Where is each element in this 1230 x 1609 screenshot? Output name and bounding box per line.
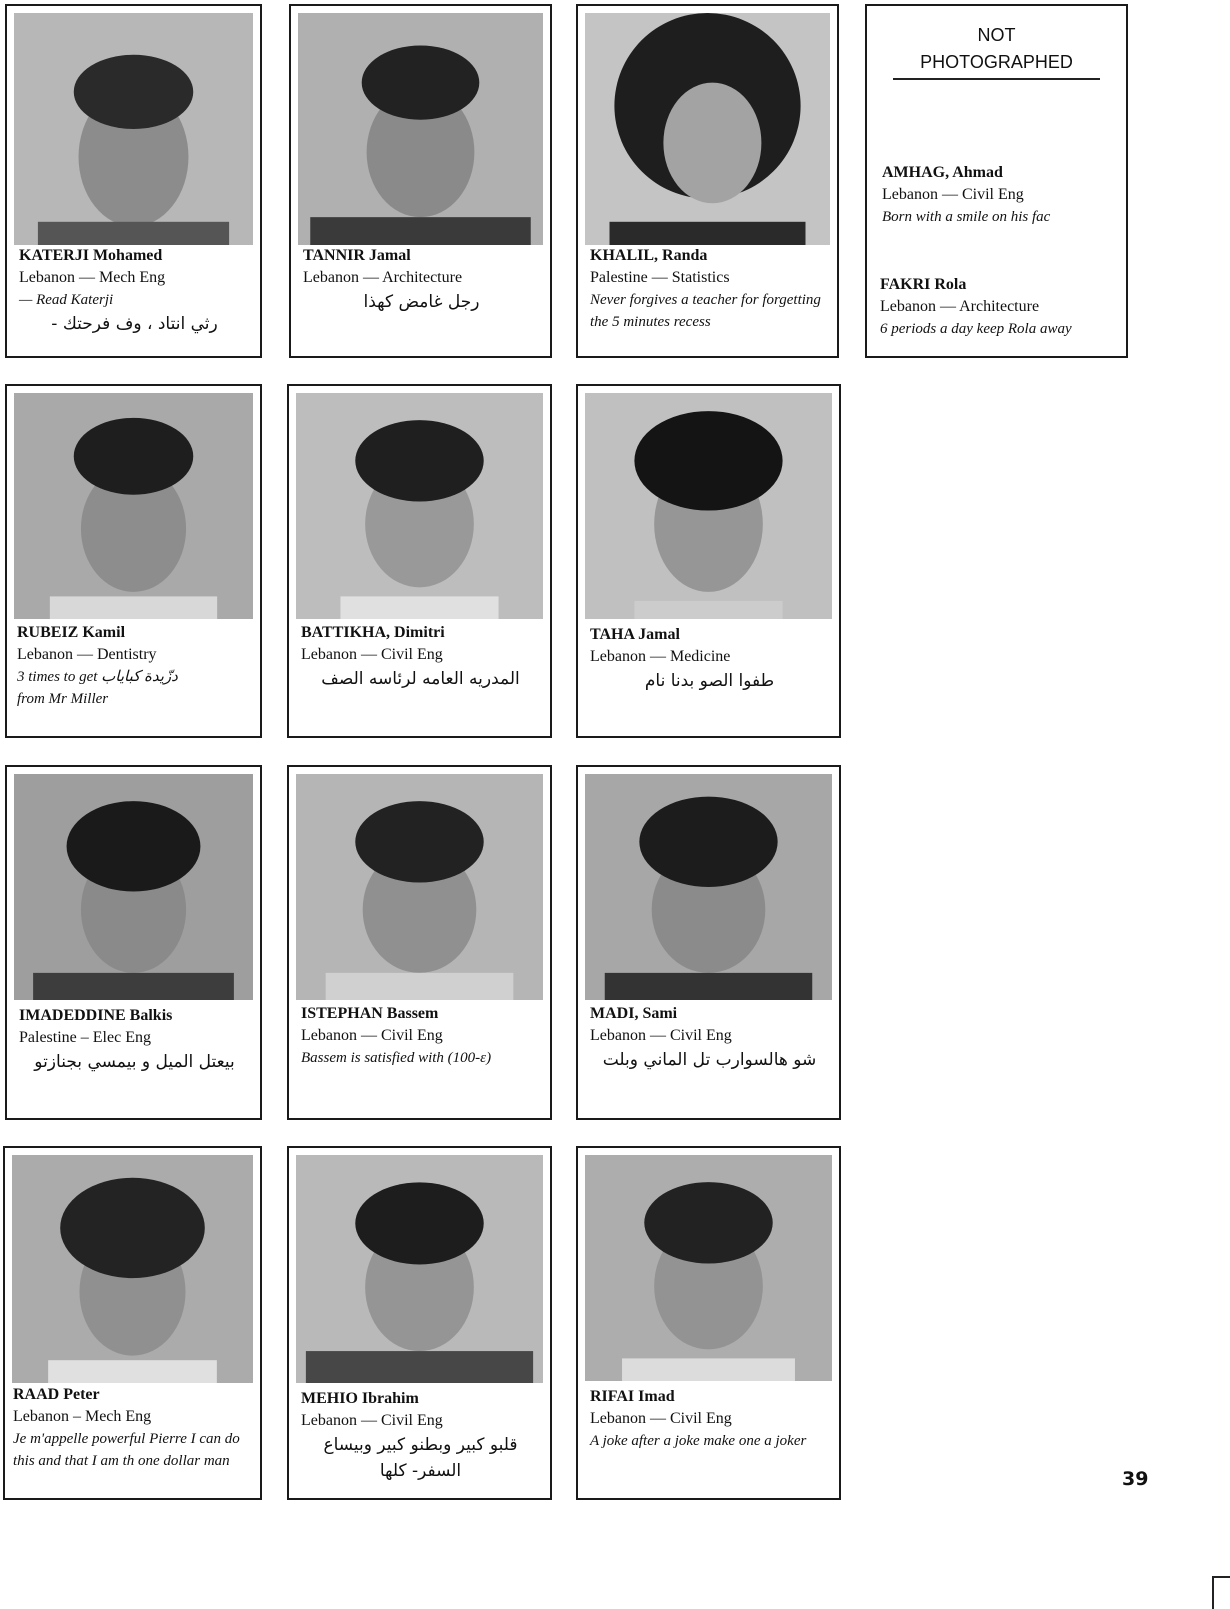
student-country-major: Lebanon — Dentistry [17, 646, 157, 663]
student-country-major: Lebanon — Civil Eng [882, 186, 1024, 203]
student-quote-arabic: رجل غامض كهذا [363, 292, 480, 312]
student-quote-arabic: المدريه العامه لرئاسه الصف [321, 669, 520, 689]
student-country-major: Lebanon — Civil Eng [301, 1027, 443, 1044]
student-portrait [585, 774, 832, 1000]
student-name: MEHIO Ibrahim [301, 1390, 419, 1407]
student-country-major: Lebanon — Architecture [303, 269, 463, 286]
student-name: TAHA Jamal [590, 626, 680, 643]
not-photographed-heading: NOT PHOTOGRAPHED [920, 25, 1073, 72]
student-name: TANNIR Jamal [303, 247, 411, 264]
student-portrait [585, 1155, 832, 1381]
student-country-major: Palestine — Statistics [590, 269, 730, 286]
student-portrait [14, 13, 253, 245]
divider [893, 78, 1100, 80]
student-country-major: Lebanon — Civil Eng [301, 1412, 443, 1429]
student-name: RIFAI Imad [590, 1388, 675, 1405]
student-quote: Je m'appelle powerful Pierre I can do this and that I am th one dollar man [13, 1431, 240, 1469]
student-name: IMADEDDINE Balkis [19, 1007, 173, 1024]
student-card [287, 765, 552, 1120]
student-quote: 6 periods a day keep Rola away [880, 321, 1072, 337]
student-quote: Never forgives a teacher for forgetting the 5 minutes recess [590, 292, 821, 330]
student-card [5, 4, 262, 358]
student-card [5, 384, 262, 738]
student-card [576, 384, 841, 738]
student-card [576, 765, 841, 1120]
student-country-major: Lebanon — Medicine [590, 648, 731, 665]
student-name: KHALIL, Randa [590, 247, 708, 264]
student-quote: from Mr Miller [17, 691, 109, 707]
student-country-major: Lebanon — Civil Eng [590, 1410, 732, 1427]
not-photographed-card [865, 4, 1128, 358]
student-name: FAKRI Rola [880, 276, 967, 293]
student-card [5, 765, 262, 1120]
page-number: 39 [1122, 1468, 1149, 1490]
student-portrait [585, 393, 832, 619]
student-name: RAAD Peter [13, 1386, 100, 1403]
student-country-major: Lebanon – Mech Eng [13, 1408, 152, 1425]
student-card [287, 1146, 552, 1500]
student-name: ISTEPHAN Bassem [301, 1005, 439, 1022]
student-name: RUBEIZ Kamil [17, 624, 126, 641]
student-card [576, 1146, 841, 1500]
student-portrait [585, 13, 830, 245]
student-country-major: Lebanon — Mech Eng [19, 269, 166, 286]
student-quote: Born with a smile on his fac [882, 209, 1051, 225]
student-card [289, 4, 552, 358]
student-portrait [296, 774, 543, 1000]
student-name: KATERJI Mohamed [19, 247, 163, 264]
student-portrait [14, 774, 253, 1000]
student-quote-arabic: شو هالسوارب تل الماني وبلت [602, 1050, 817, 1070]
student-country-major: Lebanon — Civil Eng [590, 1027, 732, 1044]
student-portrait [296, 1155, 543, 1383]
student-name: BATTIKHA, Dimitri [301, 624, 445, 641]
student-quote-arabic: قلبو كبير وبطنو كبير وبيساع السفر- كلها [323, 1435, 518, 1481]
student-country-major: Palestine – Elec Eng [19, 1029, 151, 1046]
student-card [3, 1146, 262, 1500]
student-portrait [298, 13, 543, 245]
student-portrait [14, 393, 253, 619]
student-quote: Bassem is satisfied with (100-ε) [301, 1050, 492, 1066]
student-card [287, 384, 552, 738]
student-name: AMHAG, Ahmad [882, 164, 1003, 181]
student-quote: — Read Katerji [19, 292, 114, 308]
student-quote-arabic: بيعتل الميل و بيمسي بجنازتو [34, 1052, 235, 1072]
student-portrait [296, 393, 543, 619]
student-portrait [12, 1155, 253, 1383]
student-card [576, 4, 839, 358]
student-country-major: Lebanon — Civil Eng [301, 646, 443, 663]
student-country-major: Lebanon — Architecture [880, 298, 1040, 315]
student-quote: A joke after a joke make one a joker [590, 1433, 807, 1449]
student-quote-arabic: طفوا الصو بدنا نام [644, 671, 775, 691]
student-quote-arabic: رثي انتاد ، وف فرحتك - [51, 314, 218, 334]
student-name: MADI, Sami [590, 1005, 678, 1022]
crop-mark [1212, 1576, 1230, 1609]
student-quote: 3 times to get دزّيدة كباياب [17, 669, 178, 685]
